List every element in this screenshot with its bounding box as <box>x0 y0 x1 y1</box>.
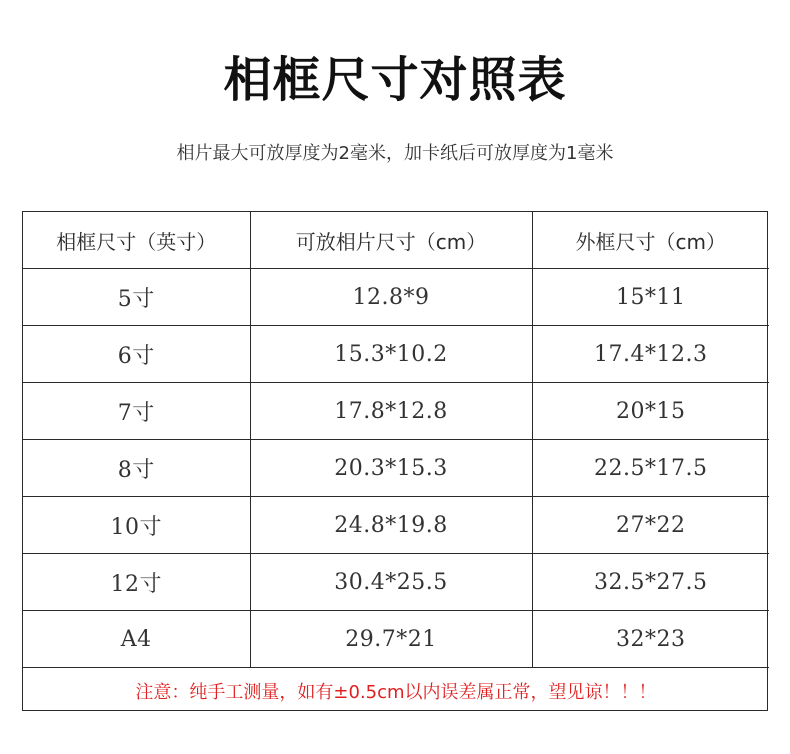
table-row <box>23 269 769 326</box>
page-title: 相框尺寸对照表 <box>223 52 567 108</box>
cell-photo-size: 17.8*12.8 <box>250 383 532 440</box>
cell-photo-size: 20.3*15.3 <box>250 440 532 497</box>
table-row <box>23 554 769 611</box>
cell-photo-size: 24.8*19.8 <box>250 497 532 554</box>
cell-photo-size: 12.8*9 <box>250 269 532 326</box>
cell-outer-size: 15*11 <box>532 269 769 326</box>
cell-frame-size: 6寸 <box>23 326 250 383</box>
note-row <box>23 668 769 715</box>
cell-frame-size: 7寸 <box>23 383 250 440</box>
table-row <box>23 440 769 497</box>
page-subtitle: 相片最大可放厚度为2毫米，加卡纸后可放厚度为1毫米 <box>176 143 614 164</box>
cell-photo-size: 15.3*10.2 <box>250 326 532 383</box>
cell-outer-size: 17.4*12.3 <box>532 326 769 383</box>
cell-outer-size: 32*23 <box>532 611 769 668</box>
cell-outer-size: 27*22 <box>532 497 769 554</box>
header-photo-size: 可放相片尺寸（cm） <box>250 212 532 269</box>
cell-frame-size: 8寸 <box>23 440 250 497</box>
header-outer-size: 外框尺寸（cm） <box>532 212 769 269</box>
table-row <box>23 497 769 554</box>
cell-frame-size: 5寸 <box>23 269 250 326</box>
table-row <box>23 611 769 668</box>
cell-photo-size: 29.7*21 <box>250 611 532 668</box>
cell-outer-size: 32.5*27.5 <box>532 554 769 611</box>
table-row <box>23 326 769 383</box>
cell-frame-size: 10寸 <box>23 497 250 554</box>
cell-outer-size: 22.5*17.5 <box>532 440 769 497</box>
cell-frame-size: 12寸 <box>23 554 250 611</box>
cell-photo-size: 30.4*25.5 <box>250 554 532 611</box>
table-header-row <box>23 212 769 269</box>
measurement-note: 注意：纯手工测量，如有±0.5cm以内误差属正常，望见谅！！！ <box>23 668 769 715</box>
cell-frame-size: A4 <box>23 611 250 668</box>
table-row <box>23 383 769 440</box>
header-frame-size: 相框尺寸（英寸） <box>23 212 250 269</box>
size-comparison-table <box>23 212 769 714</box>
cell-outer-size: 20*15 <box>532 383 769 440</box>
size-table-frame <box>22 211 768 711</box>
